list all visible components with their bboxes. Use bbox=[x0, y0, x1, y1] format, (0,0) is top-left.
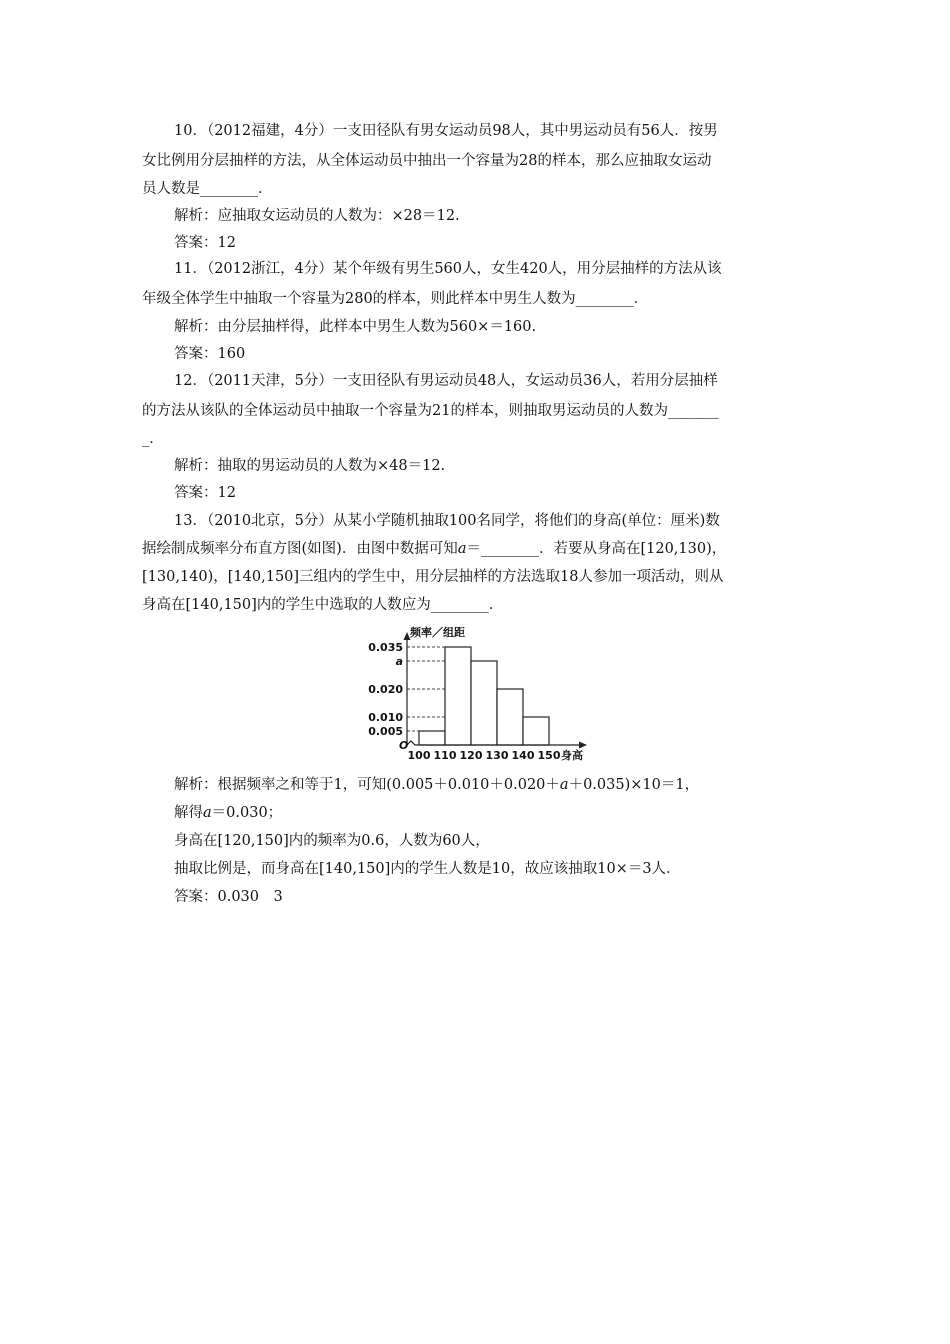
histogram-bar bbox=[419, 731, 445, 745]
p11-line-1: 11．（2012浙江，4分）某个年级有男生560人，女生420人，用分层抽样的方法从该 bbox=[174, 261, 722, 277]
p12-line-1: 12．（2011天津，5分）一支田径队有男运动员48人，女运动员36人，若用分层抽样 bbox=[174, 373, 718, 389]
p12-line-2: 的方法从该队的全体运动员中抽取一个容量为21的样本，则抽取男运动员的人数为_______ bbox=[142, 403, 719, 419]
p13-line-4: 身高在[140,150]内的学生中选取的人数应为________． bbox=[142, 597, 504, 613]
y-axis-title: 频率／组距 bbox=[410, 626, 465, 639]
p11-solution: 解析：由分层抽样得，此样本中男生人数为560×＝160. bbox=[174, 319, 537, 335]
p13-solution-3: 身高在[120,150]内的频率为0.6，人数为60人， bbox=[174, 833, 490, 849]
p11-answer: 答案：160 bbox=[174, 346, 246, 362]
y-tick-label: 0.035 bbox=[368, 641, 403, 654]
x-axis-arrow bbox=[579, 742, 587, 749]
x-tick-label: 130 bbox=[485, 749, 509, 762]
x-axis-title: 身高 bbox=[561, 749, 583, 762]
p10-line-3: 员人数是________． bbox=[142, 181, 273, 197]
y-tick-label: 0.020 bbox=[368, 683, 403, 696]
histogram-bars bbox=[419, 647, 549, 745]
histogram-bar bbox=[471, 661, 497, 745]
p13-solution-1-b: ＋0.035)×10＝1， bbox=[568, 777, 700, 793]
var-a: a bbox=[203, 805, 212, 821]
p12-line-3: _． bbox=[142, 431, 164, 447]
p13-solution-2 bbox=[174, 802, 282, 824]
p13-line-2-b: ＝________．若要从身高在[120,130)， bbox=[466, 541, 727, 557]
p13-line-2 bbox=[142, 538, 726, 560]
y-tick-label: a bbox=[395, 655, 403, 668]
p13-solution-4: 抽取比例是，而身高在[140,150]内的学生人数是10，故应该抽取10×＝3人． bbox=[174, 861, 681, 877]
frequency-histogram bbox=[355, 622, 630, 762]
p10-line-2: 女比例用分层抽样的方法，从全体运动员中抽出一个容量为28的样本，那么应抽取女运动 bbox=[142, 153, 712, 169]
x-tick-label: 120 bbox=[459, 749, 483, 762]
y-tick-label: 0.005 bbox=[368, 725, 403, 738]
p13-line-2-a: 据绘制成频率分布直方图(如图)．由图中数据可知 bbox=[142, 541, 458, 557]
p13-solution-2-a: 解得 bbox=[174, 805, 203, 821]
x-tick-label: 140 bbox=[511, 749, 535, 762]
y-tick-label: 0.010 bbox=[368, 711, 403, 724]
p10-line-1: 10．（2012福建，4分）一支田径队有男女运动员98人，其中男运动员有56人．按男 bbox=[174, 123, 718, 139]
p13-answer: 答案：0.030 3 bbox=[174, 889, 283, 905]
p10-answer: 答案：12 bbox=[174, 235, 236, 251]
p10-solution: 解析：应抽取女运动员的人数为：×28＝12. bbox=[174, 208, 460, 224]
p13-line-1: 13．（2010北京，5分）从某小学随机抽取100名同学，将他们的身高(单位：厘米)数 bbox=[174, 513, 720, 529]
p12-solution: 解析：抽取的男运动员的人数为×48＝12. bbox=[174, 458, 446, 474]
var-a: a bbox=[457, 541, 467, 557]
x-tick-label: 110 bbox=[433, 749, 457, 762]
p13-solution-2-b: ＝0.030； bbox=[211, 805, 283, 821]
p13-solution-1 bbox=[174, 774, 699, 796]
histogram-bar bbox=[445, 647, 471, 745]
origin-label: O bbox=[399, 739, 409, 752]
histogram-bar bbox=[497, 689, 523, 745]
p11-line-2: 年级全体学生中抽取一个容量为280的样本，则此样本中男生人数为________． bbox=[142, 291, 649, 307]
p12-answer: 答案：12 bbox=[174, 485, 236, 501]
p13-line-3: [130,140)，[140,150]三组内的学生中，用分层抽样的方法选取18人参加一项活动，则从 bbox=[142, 569, 724, 585]
x-tick-label: 100 bbox=[407, 749, 431, 762]
histogram-bar bbox=[523, 717, 549, 745]
p13-solution-1-a: 解析：根据频率之和等于1，可知(0.005＋0.010＋0.020＋ bbox=[174, 777, 560, 793]
x-tick-label: 150 bbox=[537, 749, 561, 762]
var-a: a bbox=[559, 777, 569, 793]
